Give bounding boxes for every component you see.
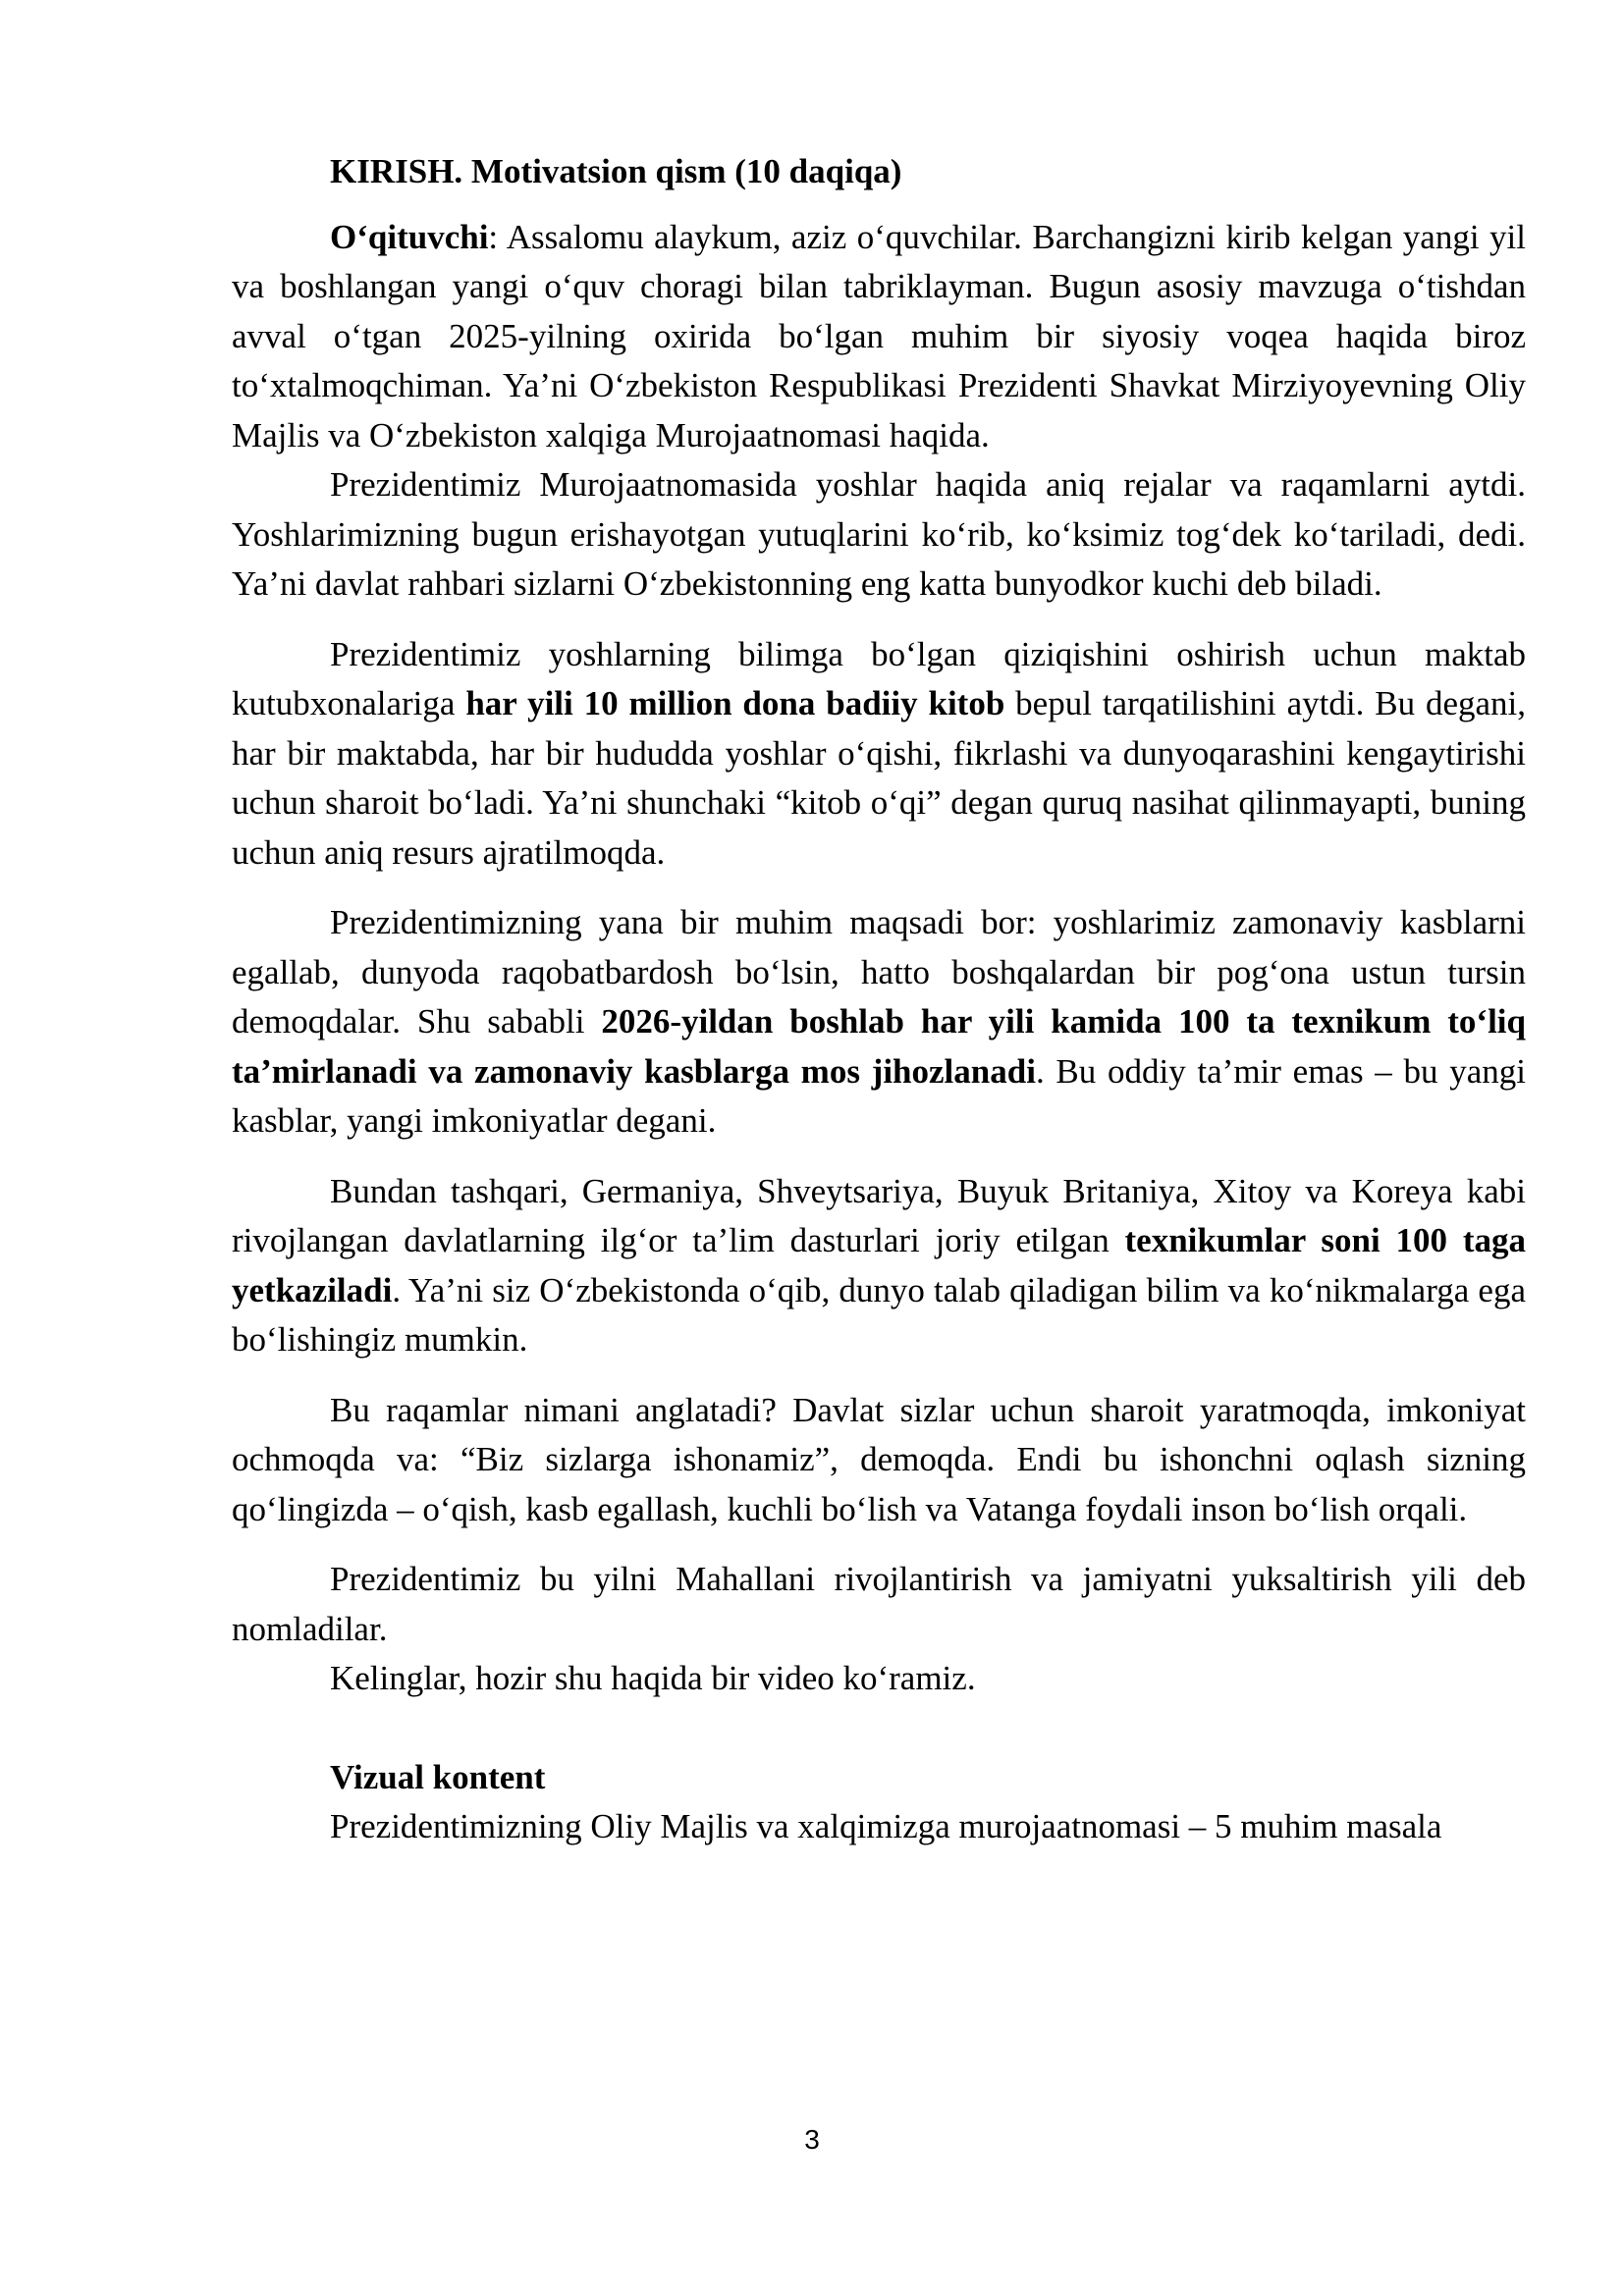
paragraph-year-name: Prezidentimiz bu yilni Mahallani rivojlantirish va jamiyatni yuksaltirish yili deb nomladilar. (232, 1560, 1526, 1648)
visual-content-heading: Vizual kontent (330, 1757, 546, 1796)
speaker-label: O‘qituvchi (330, 217, 489, 256)
paragraph-address-topics: Prezidentimizning Oliy Majlis va xalqimizga murojaatnomasi – 5 muhim masala (330, 1807, 1442, 1845)
paragraph-video: Kelinglar, hozir shu haqida bir video ko‘ramiz. (330, 1659, 976, 1697)
page-content (232, 147, 1526, 1852)
paragraph-books: Prezidentimiz yoshlarning bilimga bo‘lgan qiziqishini oshirish uchun maktab kutubxonalariga har yili 10 million dona badiiy kitob bepul tarqatilishini aytdi. Bu degani, har bir maktabda, har bir hududda yoshlar o‘qishi, fikrlashi va dunyoqarashini kengaytirishi uchun sharoit bo‘ladi. Ya’ni shunchaki “kitob o‘qi” degan quruq nasihat qilinmayapti, buning uchun aniq resurs ajratilmoqda. (232, 634, 1526, 872)
highlight-technikums: 2026-yildan boshlab har yili kamida 100 ta texnikum to‘liq ta’mirlanadi va zamonaviy kasblarga mos jihozlanadi (232, 1002, 1526, 1091)
paragraph-youth-plans: Prezidentimiz Murojaatnomasida yoshlar haqida aniq rejalar va raqamlarni aytdi. Yoshlarimizning bugun erishayotgan yutuqlarini ko‘rib, ko‘ksimiz tog‘dek ko‘tariladi, dedi. Ya’ni davlat rahbari sizlarni O‘zbekistonning eng katta bunyodkor kuchi deb biladi. (232, 465, 1526, 603)
highlight-technikum-count: texnikumlar soni 100 taga yetkaziladi (232, 1221, 1526, 1309)
highlight-books: har yili 10 million dona badiiy kitob (465, 684, 1005, 722)
greeting-text: : Assalomu alaykum, aziz o‘quvchilar. Barchangizni kirib kelgan yangi yil va boshlangan yangi o‘quv choragi bilan tabriklayman. Bugun asosiy mavzuga o‘tishdan avval o‘tgan 2025-yilning oxirida bo‘lgan muhim bir siyosiy voqea haqida biroz to‘xtalmoqchiman. Ya’ni O‘zbekiston Respublikasi Prezidenti Shavkat Mirziyoyevning Oliy Majlis va O‘zbekiston xalqiga Murojaatnomasi haqida. (232, 217, 1526, 454)
paragraph-foreign-programs: Bundan tashqari, Germaniya, Shveytsariya, Buyuk Britaniya, Xitoy va Koreya kabi rivojlangan davlatlarning ilg‘or ta’lim dasturlari joriy etilgan texnikumlar soni 100 taga yetkaziladi. Ya’ni siz O‘zbekistonda o‘qib, dunyo talab qiladigan bilim va ko‘nikmalarga ega bo‘lishingiz mumkin. (232, 1171, 1526, 1359)
paragraph-meaning: Bu raqamlar nimani anglatadi? Davlat sizlar uchun sharoit yaratmoqda, imkoniyat ochmoqda va: “Biz sizlarga ishonamiz”, demoqda. Endi bu ishonchni oqlash sizning qo‘lingizda – o‘qish, kasb egallash, kuchli bo‘lish va Vatanga foydali inson bo‘lish orqali. (232, 1390, 1526, 1528)
page-number: 3 (804, 2124, 820, 2155)
paragraph-greeting (232, 213, 1526, 461)
paragraph-technikums: Prezidentimizning yana bir muhim maqsadi bor: yoshlarimiz zamonaviy kasblarni egallab, dunyoda raqobatbardosh bo‘lsin, hatto boshqalardan bir pog‘ona ustun tursin demoqdalar. Shu sababli 2026-yildan boshlab har yili kamida 100 ta texnikum to‘liq ta’mirlanadi va zamonaviy kasblarga mos jihozlanadi. Bu oddiy ta’mir emas – bu yangi kasblar, yangi imkoniyatlar degani. (232, 903, 1526, 1140)
section-heading: KIRISH. Motivatsion qism (10 daqiqa) (330, 152, 902, 190)
